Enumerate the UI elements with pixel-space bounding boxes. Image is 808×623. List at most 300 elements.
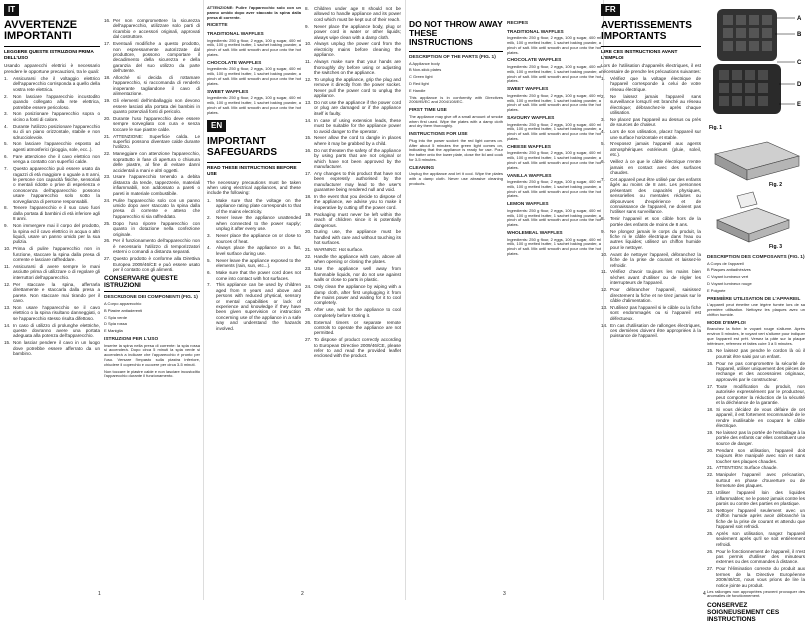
fr-parts-heading: DESCRIPTION DES COMPOSANTS (FIG. 1): [707, 255, 805, 260]
list-item-text: N'exposez jamais l'appareil aux agents atmosphériques extérieurs (pluie, soleil, etc.).: [610, 141, 701, 158]
list-item-number: 5.: [4, 141, 8, 147]
list-item: [207, 245, 301, 256]
list-item-text: Do not use the appliance if the power cord or plug are damaged or if the appliance itself is faulty.: [314, 100, 401, 116]
list-item: [707, 407, 805, 429]
list-item-number: 6.: [601, 159, 605, 165]
list-item-text: Dopo l'uso riporre l'apparecchio con quanto in dotazione nella confezione originale.: [113, 220, 200, 237]
it-safety-list-2: [104, 18, 200, 272]
fr-fig-note: Les rallonges non appropriées peuvent provoquer des anomalies de fonctionnement.: [707, 588, 805, 599]
list-item: [707, 361, 805, 383]
list-item: [4, 246, 100, 262]
list-item-number: 11.: [601, 269, 608, 275]
list-item: A Corpo apparecchio: [104, 300, 142, 306]
list-item-number: 10.: [4, 246, 11, 252]
list-item-number: 27.: [305, 337, 312, 343]
list-item-number: 12.: [601, 287, 608, 293]
recipe-title: SWEET WAFFLES: [507, 87, 549, 93]
figure-1: [707, 4, 805, 134]
list-item-number: 19.: [707, 430, 714, 436]
en-first-heading: FIRST TIME USE: [409, 108, 447, 114]
en-note-top: ATTENZIONE: Pulire l'apparecchio solo con un panno umido dopo aver staccato la spina dalla presa di corrente.: [207, 5, 301, 20]
fig-label-d: D: [797, 82, 802, 88]
list-item-text: Ne placez pas l'appareil au dessus ou près de sources de chaleur.: [610, 116, 701, 128]
list-item-number: 14.: [305, 117, 312, 123]
list-item-text: Ne laissez pas la portée de l'emballage à la portée des enfants car elles constituent une source de danger.: [716, 430, 805, 446]
list-item: D Spia rossa: [104, 321, 127, 327]
list-item: C Voyant lumineux vert: [707, 274, 749, 280]
list-item-number: 23.: [104, 174, 111, 180]
list-item-text: Vérifiez que la voltage électrique de l'appareil corresponde à celui de votre réseau électrique.: [610, 76, 701, 92]
list-item: [104, 221, 200, 237]
list-item-number: 1.: [207, 197, 211, 203]
recipe-title: CHOCOLATE WAFFLES: [507, 58, 562, 64]
en-clean-heading: CLEANING: [409, 165, 435, 171]
en-throw-title: DO NOT THROW AWAY THESE INSTRUCTIONS: [409, 19, 503, 47]
list-item-number: 26.: [305, 319, 312, 325]
list-item-text: Utiliser l'appareil loin des liquides inflammables; ne le posez jamais contre les parois ou contre des parties en plastique.: [716, 490, 805, 506]
list-item: [104, 134, 200, 150]
recipe-title: SWEET WAFFLES: [207, 89, 249, 95]
list-item-number: 2.: [601, 93, 605, 99]
list-item-text: ATTENTION: Surface chaude.: [716, 465, 778, 471]
list-item-number: 18.: [305, 194, 312, 199]
en-conformity: This appliance is in conformity with Directives 2006/95/EC and 2004/108/EC.: [409, 94, 503, 105]
list-item-text: Use the appliance well away from flammable liquids, nor do not use against walls or close to parts in plastic.: [314, 266, 401, 283]
list-item: E Maniglia: [104, 328, 123, 334]
list-item-number: 13.: [305, 100, 312, 105]
list-item-number: 20.: [104, 115, 111, 121]
list-item-text: Manipuler l'appareil avec précaution, surtout en phase d'ouverture ou de fermeture des plaques.: [716, 472, 805, 489]
list-item-number: 19.: [104, 98, 111, 104]
list-item-text: Gli elementi dell'imballaggio non devono essere lasciati alla portata dei bambini in quanto potenziali fonti di pericolo.: [113, 98, 200, 114]
list-item-number: 13.: [4, 304, 11, 310]
it-use-text: Inserire la spina nella presa di corrente: la spia rossa si accenderà. Dopo circa 5 minuti la spia verde si accenderà a indicare che l'apparecchio è pronto per l'uso. Versare l'impasto sulla piastra inferiore, chiudere il coperchio e cuocere per circa 3-5 minuti.: [104, 342, 200, 367]
list-item: [707, 448, 805, 464]
page-number: 3: [503, 591, 506, 597]
list-item: [305, 254, 401, 265]
list-item-text: Any changes to this product that have not been expressly authorised by the manufacturer may lead to the user's guarantee being rendered null and void.: [314, 170, 401, 193]
list-item: [207, 233, 301, 244]
list-item-number: 20.: [707, 447, 714, 453]
en-safety-list-2: [305, 6, 401, 359]
list-item: [601, 287, 701, 303]
list-item-number: 6.: [4, 153, 8, 159]
list-item-text: Avant de nettoyer l'appareil, débranchez la fiche de la prise de courant et laissez-le refroidir.: [610, 251, 701, 268]
list-item: [305, 320, 401, 336]
list-item: [104, 256, 200, 272]
list-item-number: 15.: [305, 135, 312, 141]
recipe-text: Ingredients: 250 g flour, 2 eggs, 100 g sugar, 400 ml milk, 100 g melted butter, 1 sachet baking powder, a pinch of salt. Mix until smooth and pour onto the hot plates.: [207, 66, 301, 86]
list-item: [104, 98, 200, 114]
fig-label-c: C: [797, 60, 802, 66]
list-item-number: 10.: [601, 251, 608, 257]
recipe-text: Ingredients: 250 g flour, 2 eggs, 100 g sugar, 400 ml milk, 100 g melted butter, 1 sachet baking powder, a pinch of salt. Mix until smooth and pour onto the hot plates.: [507, 207, 601, 228]
list-item: [601, 76, 701, 92]
list-item-text: Nettoyer l'appareil seulement avec un chiffon humide après avoir débranché la fiche de la prise de courant et attendu que l'appareil soit refroidi.: [716, 507, 805, 530]
list-item-text: ATTENZIONE: Superficie calda. Le superfici possono diventare calde durante l'utilizzo.: [113, 133, 200, 150]
it-title: AVVERTENZE IMPORTANTI: [4, 19, 78, 42]
list-item-text: Veillez à ce que le câble électrique n'entre jamais en contact avec des surfaces chaudes.: [610, 159, 701, 175]
recipe-title: VANILLA WAFFLES: [507, 173, 552, 179]
list-item-number: 27.: [104, 256, 111, 262]
fr-first-heading: PREMIÈRE UTILISATION DE L'APPAREIL: [707, 296, 801, 302]
list-item: [305, 6, 401, 22]
list-item: [601, 94, 701, 116]
divider: [601, 46, 701, 47]
list-item: [707, 472, 805, 488]
language-tab-it: IT: [4, 4, 19, 16]
list-item-number: 3.: [601, 116, 605, 122]
list-item: [707, 430, 805, 446]
en-column-4: [507, 18, 601, 259]
list-item-text: This appliance can be used by children aged from 8 years and above and persons with reduced physical, sensory or mental capabilities or lack of experience and knowledge if they have been given supervision or instruction concerning use of the appliance in a safe way and understand the hazards involved.: [216, 282, 301, 331]
recipe-text: Ingredients: 250 g flour, 2 eggs, 100 g sugar, 400 ml milk, 100 g melted butter, 1 sachet baking powder, a pinch of salt. Mix until smooth and pour onto the hot plates.: [507, 150, 601, 170]
list-item: [305, 307, 401, 318]
list-item-text: Only clean the appliance by wiping with a damp cloth, after first unplugging it from the mains power and waiting for it to cool completely.: [314, 284, 401, 306]
fr-column-1: [601, 18, 701, 340]
list-item: [104, 41, 200, 73]
list-item-number: 19.: [305, 211, 312, 217]
list-item: [305, 284, 401, 306]
list-item-text: Non immergere mai il corpo del prodotto, la spina ed il cavo elettrico in acqua o altri liquidi, usare un panno umido per la sua pulizia.: [13, 223, 100, 245]
list-item-text: Fare attenzione che il cavo elettrico non venga a contatto con superfici calde.: [13, 153, 100, 165]
list-item-text: Questo prodotto è conforme alla Direttiva Europea 2009/46/CE e può essere usato per il contatto con gli alimenti.: [113, 256, 200, 272]
list-item-text: Pour l'élimination correcte du produit aux termes de la Directive Européenne 2009/46/CE, nous vous prions de lire la notice jointe au produit.: [716, 566, 805, 588]
page-english: [205, 0, 405, 600]
list-item-number: 17.: [305, 170, 312, 176]
list-item: [207, 215, 301, 231]
list-item-number: 14.: [4, 322, 11, 328]
list-item-text: Pour ne pas compromettre la sécurité de l'appareil, utiliser uniquement des pièces de rechange et des accessoires originaux, approuvés par le constructeur.: [716, 360, 805, 382]
list-item: [4, 264, 100, 280]
en-recipe-heading: RECIPES: [507, 21, 529, 26]
list-item: [305, 148, 401, 170]
list-item: [305, 229, 401, 245]
list-item-number: 12.: [4, 281, 11, 287]
language-tab-en: EN: [207, 120, 226, 132]
list-item-number: 12.: [305, 76, 312, 82]
list-item-number: 15.: [707, 348, 714, 354]
en-clean-text: Unplug the appliance and let it cool. Wipe the plates with a damp cloth. Never use abrasive cleaning products.: [409, 171, 503, 186]
list-item-number: 27.: [707, 566, 714, 572]
list-item-text: Per il funzionamento dell'apparecchio non è necessario l'utilizzo di temporizzatori esterni o comandi a distanza separati.: [113, 238, 200, 255]
list-item-number: 10.: [305, 41, 312, 47]
list-item-number: 24.: [104, 197, 111, 203]
list-item-number: 9.: [4, 223, 8, 229]
list-item: [707, 384, 805, 406]
list-item-number: 7.: [207, 282, 211, 288]
list-item-number: 17.: [104, 41, 111, 47]
list-item: [707, 508, 805, 530]
list-item: [104, 198, 200, 220]
list-item-number: 16.: [305, 147, 312, 153]
list-item: D Voyant lumineux rouge: [707, 280, 752, 286]
list-item-text: Never place the appliance on or close to sources of heat.: [216, 233, 301, 244]
list-item-text: Durante l'uso l'apparecchio deve essere sempre sorvegliato con cura e senza toccare le sue piastre calde.: [113, 115, 200, 132]
list-item-number: 23.: [707, 490, 714, 496]
list-item: B Non-stick plates: [409, 67, 442, 73]
list-item-text: Non lasciar pendere il cavo in un luogo dove potrebbe essere afferrato da un bambino.: [13, 340, 100, 357]
list-item-text: In the event that you decide to dispose of the appliance, we advise you to make it inoperative by cutting off the power cord.: [314, 194, 401, 210]
list-item-number: 5.: [207, 257, 211, 263]
list-item: B Piastre antiaderenti: [104, 307, 143, 313]
list-item-text: Never leave the appliance exposed to the elements (rain, sun, etc...).: [216, 257, 301, 269]
fr-keep-title: CONSERVEZ SOIGNEUSEMENT CES INSTRUCTIONS: [707, 602, 780, 623]
list-item-text: Children under age 8 should not be allowed to handle appliance and its power cord which must be kept out of their reach.: [314, 6, 401, 22]
list-item: [4, 282, 100, 304]
list-item: [207, 198, 301, 214]
list-item: [601, 141, 701, 157]
list-item-number: 25.: [707, 530, 714, 536]
list-item: [305, 100, 401, 116]
list-item-text: Toute modification du produit, non autorisée expressément par le producteur, peut comporter la réduction de la sécurité et la déchéance de la garantie.: [716, 383, 805, 405]
en-column-2: [305, 6, 401, 360]
fr-intro-heading: LIRE CES INSTRUCTIONS AVANT L'EMPLOI: [601, 50, 678, 61]
list-item: [4, 111, 100, 122]
list-item: C Spia verde: [104, 314, 128, 320]
list-item: [305, 118, 401, 134]
list-item: [4, 323, 100, 339]
list-item-number: 1.: [4, 76, 8, 81]
list-item-number: 9.: [601, 228, 605, 234]
recipe-text: Ingredients: 250 g flour, 2 eggs, 100 g sugar, 400 ml milk, 100 g melted butter, 1 sachet baking powder, a pinch of salt. Mix until smooth and pour onto the hot plates.: [507, 236, 601, 257]
fr-safety-list-2: [707, 348, 805, 588]
recipe-title: LEMON WAFFLES: [507, 202, 549, 208]
list-item-text: Non lasciare l'apparecchio esposto ad agenti atmosferici (pioggia, sole, ecc..).: [13, 141, 100, 152]
list-item-text: Make sure that the voltage on the appliance rating plate corresponds to that of the mains electricity.: [216, 197, 301, 214]
list-item-text: WARNING: Hot surface.: [314, 247, 364, 253]
en-recipes-column: [207, 6, 301, 333]
list-item-text: Non usare l'apparecchio se il cavo elettrico o la spina risultano danneggiati, o se l'apparecchio stesso risulta difettoso.: [13, 304, 100, 321]
fr-intro: Lors de l'utilisation d'appareils électriques, il est nécessaire de prendre les précautions suivantes:: [601, 63, 701, 74]
list-item-number: 4.: [207, 245, 211, 251]
en-column-3: [409, 18, 503, 189]
figure-2: [707, 134, 805, 190]
page-french: [601, 0, 808, 623]
list-item-text: Never leave the appliance unattended when connected to the power supply; unplug it after every use.: [216, 215, 301, 232]
list-item: [207, 270, 301, 281]
divider: [207, 162, 301, 163]
fr-first-text: L'appareil peut émettre une légère fumée lors de sa première utilisation. Nettoyez les plaques avec un chiffon humide.: [707, 302, 805, 317]
list-item-number: 8.: [305, 6, 309, 11]
list-item: [305, 171, 401, 193]
list-item: [305, 41, 401, 57]
list-item-number: 25.: [104, 220, 111, 226]
waffle-maker-closed-illustration: [707, 134, 805, 190]
list-item-number: 7.: [4, 166, 8, 172]
figure-3-caption: Fig. 3: [769, 244, 783, 250]
fr-mode-text: Branchez la fiche: le voyant rouge s'allume. Après environ 5 minutes, le voyant vert s'allume pour indiquer que l'appareil est prêt. Versez la pâte sur la plaque inférieure, refermez et faites cuire 3 à 5 minutes.: [707, 326, 805, 346]
list-item-text: Assicurarsi di avere sempre le mani asciutte prima di utilizzare o di regolare gli interruttori dell'apparecchio.: [13, 264, 100, 280]
list-item-text: Questo apparecchio può essere usato da ragazzi di età maggiore o uguale a 8 anni, le persone con capacità fisiche, sensoriali o mentali ridotte o prive di esperienza e conoscenza dell'apparecchio possono usare l'apparecchio solo sotto la sorveglianza di persone responsabili.: [13, 166, 100, 204]
list-item-number: 4.: [601, 129, 605, 135]
list-item-number: 16.: [707, 360, 714, 366]
fr-title: AVERTISSEMENTS IMPORTANTS: [601, 20, 692, 42]
list-item: [601, 117, 701, 128]
list-item-text: Pulire l'apparecchio solo con un panno umido dopo aver staccato la spina dalla presa di corrente e atteso che l'apparecchio si sia raffreddato.: [113, 197, 200, 219]
it-intro: Usando apparecchi elettrici è necessario prendere le opportune precauzioni, tra le quali:: [4, 63, 100, 74]
recipe-text: Ingredients: 250 g flour, 2 eggs, 100 g sugar, 400 ml milk, 100 g melted butter, 1 sachet baking powder, a pinch of salt. Mix until smooth and pour onto the hot plates.: [207, 37, 301, 57]
list-item: [707, 348, 805, 359]
list-item: [4, 154, 100, 165]
en-intro-heading: READ THESE INSTRUCTIONS BEFORE USE: [207, 166, 297, 177]
page-number: 2: [301, 591, 304, 597]
list-item: [707, 531, 805, 547]
list-item: [601, 269, 701, 285]
list-item: [4, 305, 100, 321]
list-item-number: 26.: [104, 238, 111, 244]
list-item-number: 21.: [305, 247, 312, 253]
recipe-text: Ingredients: 250 g flour, 2 eggs, 100 g sugar, 400 ml milk, 100 g melted butter, 1 sachet baking powder, a pinch of salt. Mix until smooth and pour onto the hot plates.: [207, 95, 301, 115]
list-item: [305, 24, 401, 40]
list-item: [104, 116, 200, 132]
list-item-number: 5.: [601, 141, 605, 147]
recipe-title: TRADITIONAL WAFFLES: [507, 29, 564, 35]
list-item-text: Durante l'utilizzo posizionare l'apparecchio su di un piano orizzontale, stabile e non sdrucciolevole.: [13, 123, 100, 140]
it-use-heading: ISTRUZIONI PER L'USO: [104, 336, 159, 342]
list-item-text: Never allow the cord to dangle in places where it may be grabbed by a child.: [314, 135, 401, 146]
recipe-title: CHEESE WAFFLES: [507, 144, 551, 150]
list-item-number: 16.: [104, 18, 111, 23]
list-item: [207, 282, 301, 331]
list-item: [601, 323, 701, 339]
list-item-number: 2.: [207, 215, 211, 221]
figure-2-caption: Fig. 2: [769, 182, 783, 188]
list-item: [305, 247, 401, 252]
list-item-text: Après son utilisation, rangez l'appareil seulement après qu'il se soit entièrement refroidi.: [716, 530, 805, 547]
list-item-number: 18.: [707, 406, 714, 412]
list-item-number: 22.: [707, 472, 714, 478]
page-fold: [203, 0, 204, 600]
list-item-text: Allorché si decida di rottamare l'apparecchio, si raccomanda di renderlo inoperante tagliandone il cavo di alimentazione.: [113, 75, 200, 97]
fr-parts-list: [707, 262, 805, 294]
list-item: [707, 549, 805, 565]
list-item-text: Eventuali modifiche a questo prodotto, non espressamente autorizzate dal produttore, possono comportare il decadimento della sicurezza e della garanzia del suo utilizzo da parte dell'utente.: [113, 41, 200, 74]
list-item-text: To dispose of product correctly according to European Directive 2009/46/CE, please refer to and read the provided leaflet enclosed with the product.: [314, 337, 401, 359]
recipe-text: Ingredients: 250 g flour, 2 eggs, 100 g sugar, 400 ml milk, 100 g melted butter, 1 sachet baking powder, a pinch of salt. Mix until smooth and pour onto the hot plates.: [507, 92, 601, 113]
list-item-text: N'utilisez pas l'appareil si le câble ou la fiche sont endommagés ou si l'appareil est défectueux.: [610, 304, 701, 321]
list-item-text: Prima di pulire l'apparecchio non in funzione, staccare la spina dalla presa di corrente e lasciare raffreddare.: [13, 246, 100, 263]
list-item-text: In caso di utilizzo di prolunghe elettriche, queste dovranno avere una portata adeguata alla potenza dell'apparecchio.: [13, 322, 100, 339]
list-item-text: Usare l'apparecchio tenendo a debita distanza da tende, tappezzerie, materiali infiammabili, non addossato a pareti o pareti in materiale combustibile.: [113, 174, 200, 196]
figure-1-caption: Fig. 1: [709, 125, 723, 131]
list-item-text: Ne plongez jamais le corps du produit, la fiche ni le câble électrique dans l'eau ou autres liquides; utilisez un chiffon humide pour le nettoyer.: [610, 228, 701, 250]
list-item-text: Tenere l'apparecchio e il suo cavo fuori dalla portata di bambini di età inferiore agli 8 anni.: [13, 205, 100, 222]
list-item: A Corps de l'appareil: [707, 260, 744, 266]
list-item-number: 3.: [4, 111, 8, 117]
list-item: [305, 135, 401, 146]
list-item-text: External timers or separate remote controls to operate the appliance are not permitted.: [314, 319, 401, 336]
list-item: [104, 151, 200, 173]
list-item-text: Always unplug the power cord from the electricity mains before cleaning the appliance.: [314, 41, 401, 58]
list-item: [305, 77, 401, 99]
list-item-number: 22.: [104, 151, 111, 157]
figure-3: [707, 190, 805, 252]
list-item-number: 3.: [207, 233, 211, 239]
list-item-text: Vérifiez d'avoir toujours les mains bien sèches avant d'utiliser ou de régler les interrupteurs de l'appareil.: [610, 269, 701, 286]
it-safety-list: [4, 76, 100, 357]
en-parts-heading: DESCRIPTION OF THE PARTS (FIG. 1): [409, 55, 496, 60]
list-item: [305, 59, 401, 75]
list-item-number: 21.: [104, 133, 111, 139]
list-item: [4, 124, 100, 140]
list-item-text: Non posizionare l'apparecchio sopra o vicino a fonti di calore.: [13, 111, 100, 122]
list-item-text: Ne laissez pas pendre le cordon là où il pourrait être saisi par un enfant.: [716, 348, 805, 359]
list-item-text: Always make sure that your hands are thoroughly dry before using or adjusting the switches on the appliance.: [314, 59, 401, 75]
list-item-number: 1.: [601, 76, 605, 81]
list-item: [707, 566, 805, 588]
list-item: [4, 141, 100, 152]
list-item: [4, 205, 100, 221]
list-item-number: 11.: [305, 59, 312, 65]
list-item: A Appliance body: [409, 60, 440, 66]
list-item-text: To unplug the appliance, grip the plug and remove it directly from the power socket. Never pull the power cord to unplug the appliance.: [314, 76, 401, 99]
list-item-text: In case of using extension leads, these must be suitable for the appliance power to avoid danger to the operator.: [314, 117, 401, 134]
recipe-text: Ingredients: 250 g flour, 2 eggs, 100 g sugar, 400 ml milk, 100 g melted butter, 1 sachet baking powder, a pinch of salt. Mix until smooth and pour onto the hot plates.: [507, 179, 601, 199]
list-item-text: Never place the appliance body, plug or power cord in water or other liquids; always wipe clean with a damp cloth.: [314, 23, 401, 40]
list-item-number: 26.: [707, 548, 714, 554]
list-item-number: 8.: [4, 205, 8, 211]
waffle-maker-pouring-illustration: [707, 190, 805, 252]
list-item: D Red light: [409, 80, 429, 86]
list-item-text: Always place the appliance on a flat, level surface during use.: [216, 245, 301, 256]
list-item: [207, 258, 301, 269]
list-item-text: En cas d'utilisation de rallonges électriques, ces dernières doivent être appropriées à la puissance de l'appareil.: [610, 322, 701, 339]
list-item-number: 8.: [601, 216, 605, 222]
page-fold: [405, 0, 406, 600]
en-instr-heading: INSTRUCTIONS FOR USE: [409, 132, 468, 138]
divider: [409, 51, 503, 52]
recipe-title: SAVOURY WAFFLES: [507, 115, 555, 121]
fig-label-a: A: [797, 16, 802, 22]
it-parts-heading: DESCRIZIONE DEI COMPONENTI (FIG. 1): [104, 295, 198, 301]
list-item-text: Si vous décidez de vous défaire de cet appareil, il est fortement recommandé de le rendre inutilisable en coupant le câble électrique.: [716, 406, 805, 429]
page-italian: [0, 0, 203, 600]
list-item-number: 6.: [207, 270, 211, 276]
list-item-number: 23.: [305, 266, 312, 272]
list-item-text: Cet appareil peut être utilisé par des enfants âgés au moins de 8 ans. Les personnes présentant des capacités physiques, sensorielles ou mentales réduites ou dépourvues d'expérience et de connaissance de l'appareil, ne doivent pas l'utiliser sans surveillance.: [610, 176, 701, 215]
page-english-2: [407, 0, 603, 600]
list-item-number: 22.: [305, 254, 312, 260]
it-intro-heading: LEGGERE QUESTE ISTRUZIONI PRIMA DELL'USO: [4, 50, 94, 61]
list-item: [4, 340, 100, 356]
list-item-text: Ne laissez jamais l'appareil sans surveillance lorsqu'il est branché au réseau électrique; débranchez-le après chaque utilisation.: [610, 93, 701, 115]
list-item-text: Pendant son utilisation, l'appareil doit toujours être manipulé avec soin et sans toucher ses plaques chaudes.: [716, 447, 805, 464]
it-parts-list: [104, 302, 200, 334]
it-column-1: [4, 18, 100, 358]
en-first-text: The appliance may give off a small amount of smoke when first used. Wipe the plates with a damp cloth and dry them thoroughly.: [409, 113, 503, 129]
list-item: [601, 305, 701, 321]
fr-safety-list: [601, 76, 701, 339]
list-item: [601, 252, 701, 268]
list-item: [601, 159, 701, 175]
list-item: [305, 337, 401, 359]
list-item-number: 20.: [305, 229, 312, 235]
divider: [104, 291, 200, 292]
en-title: IMPORTANT SAFEGUARDS: [207, 136, 278, 159]
list-item-text: Tenir l'appareil et son câble hors de la portée des enfants de moins de 8 ans.: [610, 216, 701, 227]
fig-label-b: B: [797, 32, 802, 38]
fig-label-e: E: [797, 102, 802, 108]
it-column-2: [104, 18, 200, 381]
list-item-number: 21.: [707, 465, 714, 471]
list-item: [601, 177, 701, 215]
list-item: [4, 94, 100, 110]
recipe-text: Ingredients: 250 g flour, 2 eggs, 100 g sugar, 400 ml milk, 100 g melted butter, 1 sachet baking powder, a pinch of salt. Mix until smooth and pour onto the hot plates.: [507, 35, 601, 55]
list-item-number: 25.: [305, 307, 312, 313]
it-keep-title: CONSERVARE QUESTE ISTRUZIONI: [104, 275, 178, 290]
list-item-text: Per non compromettere la sicurezza dell'apparecchio, utilizzare solo parti di ricambio e accessori originali, approvati dal costruttore.: [113, 18, 200, 40]
